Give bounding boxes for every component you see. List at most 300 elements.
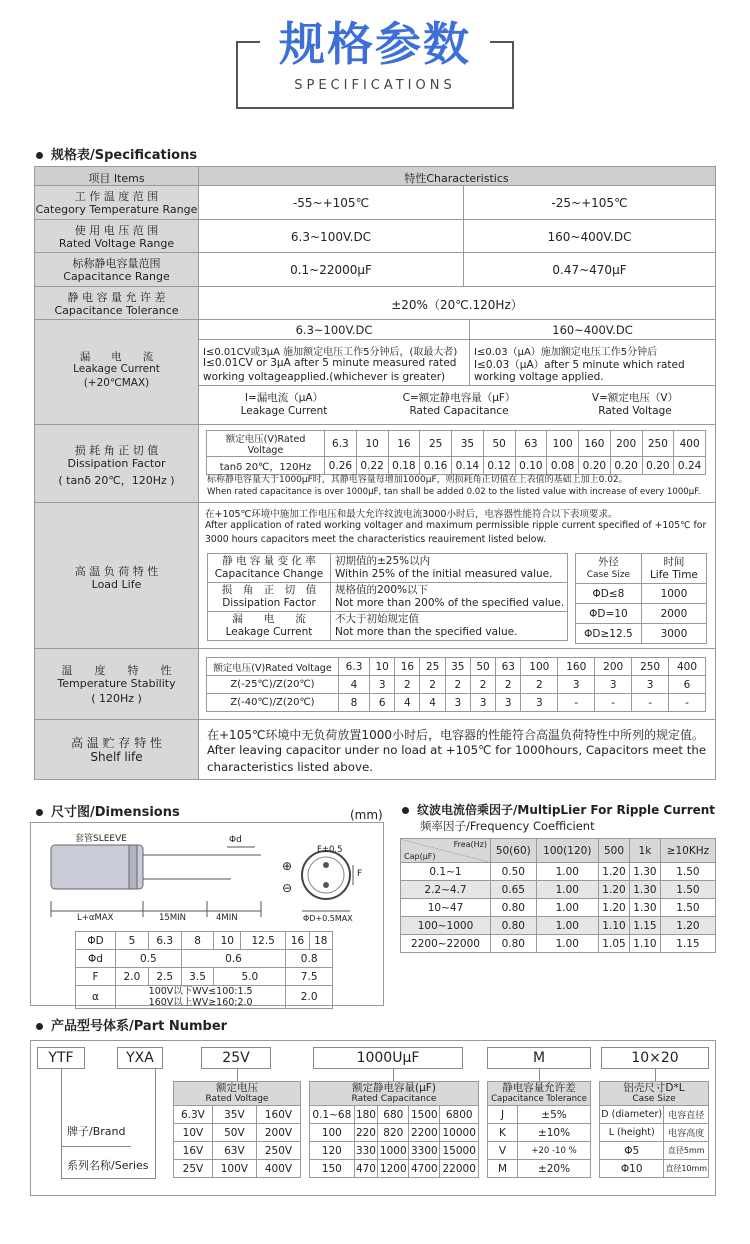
pn-row [310, 1142, 479, 1160]
ripple-corner [401, 839, 491, 863]
df-volt: 6.3 [325, 431, 357, 457]
pn-cell: 15000 [440, 1142, 479, 1160]
ripple-cap-label: Cap(μF) [404, 852, 436, 861]
life-cell: 1000 [641, 584, 706, 604]
dims-cell: 12.5 [241, 932, 286, 950]
connector-line [655, 1069, 656, 1081]
dims-cell: 7.5 [286, 968, 333, 986]
temp-row-40 [207, 694, 706, 712]
load-item-value [331, 583, 568, 612]
df-value: 0.14 [452, 457, 484, 475]
pn-head [600, 1082, 709, 1106]
life-head-cn: 时间 [663, 555, 685, 568]
spec-table [34, 166, 716, 780]
dims-cell: 0.8 [286, 950, 333, 968]
pn-row [174, 1124, 301, 1142]
load-item-en: Within 25% of the initial measured value. [335, 568, 553, 580]
leak-head-1: 6.3~100V.DC [295, 323, 373, 337]
ripple-value: 1.30 [629, 899, 660, 917]
leak-note: C=额定静电容量（μF） [402, 392, 516, 404]
temp-value: 4 [339, 676, 370, 694]
pn-capacitance-table [309, 1081, 479, 1178]
leak-note: I=漏电流（μA） [244, 392, 324, 404]
leak-head-2: 160~400V.DC [552, 323, 633, 337]
row-value-1: 0.1~22000μF [290, 263, 372, 277]
row-label-cn: 高 温 贮 存 特 性 [70, 736, 163, 750]
temp-value: - [669, 694, 706, 712]
ripple-value: 0.80 [491, 917, 537, 935]
pn-row [600, 1160, 709, 1178]
ripple-row [401, 899, 716, 917]
load-text: After application of rated working voltager and maximum permissible ripple current specified of +105℃ for [205, 520, 707, 531]
temp-value: 6 [669, 676, 706, 694]
pn-row [488, 1124, 591, 1142]
temp-volt: 16 [395, 658, 420, 676]
ripple-subtitle: 频率因子/Frequency Coefficient [420, 819, 595, 833]
pn-cell: 电容高度 [664, 1124, 709, 1142]
ripple-value: 1.30 [629, 881, 660, 899]
lead-dia-label: Φd [229, 835, 242, 845]
temp-volt: 200 [595, 658, 632, 676]
df-note-en: When rated capacitance is over 1000μF, tan shall be added 0.02 to the listed value with increase of every 1000μF. [207, 487, 701, 497]
pn-code: 1000UμF [356, 1050, 420, 1066]
pn-cell: 2200 [409, 1124, 440, 1142]
ripple-cap: 0.1~1 [401, 863, 491, 881]
load-text: 在+105℃环境中施加工作电压和最大允许纹波电流3000小时后，电容器性能符合以下表项要求。 [205, 509, 618, 520]
temp-value: 3 [370, 676, 395, 694]
pn-cell: 150 [310, 1160, 355, 1178]
pn-cell: Φ10 [600, 1160, 664, 1178]
load-item-cn: 损 角 正 切 值 [221, 584, 317, 596]
ripple-section-title [402, 801, 715, 818]
pn-cell: 1500 [409, 1106, 440, 1124]
ripple-cap: 2200~22000 [401, 935, 491, 953]
ripple-value: 1.20 [599, 881, 630, 899]
connector-line [61, 1146, 131, 1147]
dims-cell [116, 986, 286, 1009]
pn-cell: 820 [378, 1124, 409, 1142]
df-volt: 63 [515, 431, 547, 457]
ripple-value: 1.15 [629, 917, 660, 935]
connector-line [61, 1178, 156, 1179]
row-label-en: Capacitance Tolerance [54, 304, 179, 317]
pn-head-cn: 额定电压 [216, 1081, 258, 1094]
pn-head-en: Rated Voltage [205, 1093, 269, 1104]
row-value-2: -25~+105℃ [551, 196, 628, 210]
pn-cell: ±20% [518, 1160, 591, 1178]
df-row-label: tanδ 20℃，120Hz [207, 457, 325, 475]
dims-table [75, 931, 333, 1009]
size-row [576, 604, 707, 624]
pn-cell: 680 [378, 1106, 409, 1124]
row-label-cn: 标称静电容量范围 [72, 257, 161, 270]
pn-cell: 400V [256, 1160, 300, 1178]
pn-cell: 6.3V [174, 1106, 213, 1124]
ripple-value: 1.10 [629, 935, 660, 953]
size-cell: ΦD≥12.5 [576, 624, 642, 644]
spec-row-temperature [35, 649, 715, 720]
pn-head-en: Rated Capacitance [351, 1093, 437, 1104]
life-cell: 3000 [641, 624, 706, 644]
leak-note: Rated Capacitance [409, 405, 509, 417]
dims-cell: 16 [286, 932, 309, 950]
ripple-freq: ≥10KHz [660, 839, 715, 863]
pn-cell: M [488, 1160, 518, 1178]
pn-cell: 250V [256, 1142, 300, 1160]
row-value-2: 160~400V.DC [547, 230, 632, 244]
ripple-value: 1.15 [660, 935, 715, 953]
length-label: L+αMAX [77, 913, 114, 923]
spec-row-leakage [35, 320, 715, 425]
df-volt: 100 [547, 431, 579, 457]
leak-text: working voltage applied. [474, 371, 604, 383]
divider [469, 320, 470, 385]
load-item-en: Not more than the specified value. [335, 626, 518, 638]
ripple-value: 1.20 [660, 917, 715, 935]
pn-head-en: Capacitance Tolerance [491, 1093, 587, 1104]
row-label-cn: 温 度 特 性 [61, 664, 172, 677]
pn-cell: 1200 [378, 1160, 409, 1178]
ripple-value: 1.05 [599, 935, 630, 953]
pn-cell: +20 -10 % [518, 1142, 591, 1160]
series-label: 系列名称/Series [67, 1159, 149, 1172]
leak-note: Rated Voltage [598, 405, 672, 417]
row-label-en2: (+20℃MAX) [83, 377, 150, 389]
leak-text: working voltageapplied.(whichever is greater) [203, 371, 446, 383]
load-item-cn: 初期值的±25%以内 [335, 555, 431, 567]
df-value: 0.16 [420, 457, 452, 475]
df-value: 0.24 [674, 457, 706, 475]
life-head [641, 554, 706, 584]
row-label-en: Category Temperature Range [35, 203, 198, 216]
pitch-label: F [357, 869, 363, 879]
pn-cell: 160V [256, 1106, 300, 1124]
dims-unit: (mm) [350, 808, 383, 822]
pn-cell: ±10% [518, 1124, 591, 1142]
dims-cell: 5.0 [214, 968, 286, 986]
pn-cell: 120 [310, 1142, 355, 1160]
row-label-en2: ( 120Hz ) [91, 692, 142, 705]
ripple-cap: 2.2~4.7 [401, 881, 491, 899]
pn-row [174, 1142, 301, 1160]
pn-row [310, 1124, 479, 1142]
df-value: 0.20 [642, 457, 674, 475]
shelf-text: After leaving capacitor under no load at +105℃ for 1000hours, Capacitors meet the [207, 743, 707, 757]
load-item-row [208, 583, 568, 612]
life-head-en: Life Time [649, 568, 698, 581]
load-item-en: Dissipation Factor [222, 597, 316, 609]
shelf-text: characteristics listed above. [207, 760, 373, 774]
spec-row-shelflife [35, 720, 715, 779]
df-head: 额定电压(V)Rated Voltage [207, 431, 325, 457]
min15-label: 15MIN [159, 913, 187, 923]
temp-volt: 25 [420, 658, 445, 676]
connector-line [155, 1069, 156, 1179]
ripple-value: 0.80 [491, 935, 537, 953]
alpha-text: 100V以下WV≤100:1.5 [148, 986, 253, 997]
row-value-2: 0.47~470μF [552, 263, 627, 277]
temp-value: 8 [339, 694, 370, 712]
spec-row-loadlife [35, 503, 715, 649]
page-title: 规格参数 [279, 17, 471, 71]
size-row [576, 584, 707, 604]
df-volt: 250 [642, 431, 674, 457]
load-item-en: Not more than 200% of the specified value. [335, 597, 565, 609]
load-item-row [208, 612, 568, 641]
dims-cell: 0.5 [116, 950, 182, 968]
row-label-en: Capacitance Range [63, 270, 170, 283]
ripple-value: 1.20 [599, 899, 630, 917]
ripple-value: 1.00 [536, 881, 598, 899]
pn-cell: 35V [212, 1106, 256, 1124]
temp-value: - [632, 694, 669, 712]
row-value-1: 6.3~100V.DC [290, 230, 372, 244]
pn-casesize-table [599, 1081, 709, 1178]
size-head-row [576, 554, 707, 584]
bullet-icon [36, 1023, 43, 1030]
row-label-cn: 静 电 容 量 允 许 差 [67, 291, 166, 304]
dims-cell: 5 [116, 932, 149, 950]
divider [199, 339, 715, 340]
temp-volt: 35 [445, 658, 470, 676]
pn-head [488, 1082, 591, 1106]
temp-value: 3 [632, 676, 669, 694]
pn-cell: 10000 [440, 1124, 479, 1142]
page-subtitle: SPECIFICATIONS [294, 78, 456, 93]
temp-value: 6 [370, 694, 395, 712]
ripple-value: 1.50 [660, 863, 715, 881]
ripple-value: 1.00 [536, 863, 598, 881]
ripple-head-row [401, 839, 716, 863]
df-volt: 25 [420, 431, 452, 457]
df-value: 0.20 [579, 457, 611, 475]
temp-value: 4 [420, 694, 445, 712]
temp-value: 4 [395, 694, 420, 712]
pn-cell: Φ5 [600, 1142, 664, 1160]
min4-label: 4MIN [216, 913, 238, 923]
load-item-row [208, 554, 568, 583]
row-label-cn: 漏 电 流 [79, 351, 154, 363]
connector-line [539, 1069, 540, 1081]
dims-cell: 8 [181, 932, 214, 950]
divider [199, 385, 715, 386]
pn-row [600, 1142, 709, 1160]
alpha-text: 160V以上WV≥160:2.0 [148, 997, 253, 1008]
pn-code-box [601, 1047, 709, 1069]
row-label-cn: 高 温 负 荷 特 性 [74, 565, 159, 578]
df-note-cn: 标称静电容量大于1000μF时，其静电容量每增加1000μF，则损耗角正切值在上表值的基础上加上0.02。 [207, 475, 628, 485]
load-text: 3000 hours capacitors meet the characteristics reauirement listed below. [205, 534, 547, 545]
temp-value: 3 [445, 694, 470, 712]
bullet-icon [36, 152, 43, 159]
temp-value: 3 [496, 694, 521, 712]
ripple-freq: 100(120) [536, 839, 598, 863]
pn-cell: K [488, 1124, 518, 1142]
leak-note: V=额定电压（V） [591, 392, 679, 404]
ripple-freq: 50(60) [491, 839, 537, 863]
dims-row-label: α [76, 986, 116, 1009]
temp-value: 2 [420, 676, 445, 694]
pn-code: YTF [48, 1050, 74, 1066]
pin-icon [323, 882, 329, 888]
dims-cell: 0.6 [181, 950, 286, 968]
pn-row [488, 1106, 591, 1124]
dims-section-title [36, 801, 180, 820]
spec-col-chars: 特性Characteristics [404, 172, 509, 185]
pn-cell: 470 [354, 1160, 378, 1178]
load-items-table [207, 553, 568, 641]
pn-cell: 100 [310, 1124, 355, 1142]
pn-cell: 100V [212, 1160, 256, 1178]
ripple-title-text: 纹波电流倍乘因子/MultipLier For Ripple Current [417, 803, 716, 817]
df-value: 0.18 [388, 457, 420, 475]
ripple-table [400, 838, 716, 953]
spec-title-text: 规格表/Specifications [51, 148, 198, 163]
dims-row-d [76, 950, 333, 968]
header-line-right [490, 41, 514, 43]
pn-code: 25V [222, 1050, 250, 1066]
pn-code-box [313, 1047, 463, 1069]
pn-head-cn: 静电容量允许差 [502, 1081, 576, 1094]
temp-row-25 [207, 676, 706, 694]
df-volt: 50 [483, 431, 515, 457]
pn-tolerance-table [487, 1081, 591, 1178]
bullet-icon [402, 807, 409, 814]
pn-head [174, 1082, 301, 1106]
temp-volt: 100 [521, 658, 558, 676]
row-value-1: -55~+105℃ [292, 196, 370, 210]
pn-voltage-table [173, 1081, 301, 1178]
load-item-en: Capacitance Change [214, 568, 324, 580]
temp-value: 3 [521, 694, 558, 712]
pn-row [174, 1106, 301, 1124]
load-item-cn: 静 电 容 量 变 化 率 [222, 555, 316, 567]
row-label-en: Rated Voltage Range [58, 237, 175, 250]
size-row [576, 624, 707, 644]
ripple-row [401, 917, 716, 935]
sleeve-label: 套管SLEEVE [75, 834, 127, 844]
pn-head-cn: 额定静电容量(μF) [352, 1081, 436, 1094]
pn-cell: 3300 [409, 1142, 440, 1160]
df-volt: 400 [674, 431, 706, 457]
pn-cell: 16V [174, 1142, 213, 1160]
row-label-en: Load Life [91, 578, 142, 591]
pn-cell: 10V [174, 1124, 213, 1142]
row-label-en: Shelf life [90, 750, 143, 764]
pn-code-box [37, 1047, 85, 1069]
pn-cell: 直径10mm [664, 1160, 709, 1178]
ripple-value: 1.00 [536, 935, 598, 953]
dims-row-label: ΦD [76, 932, 116, 950]
dims-cell: 3.5 [181, 968, 214, 986]
row-label-en2: ( tanδ 20℃，120Hz ) [58, 474, 175, 487]
temp-row-label: Z(-25℃)/Z(20℃) [207, 676, 339, 694]
pn-cell: 电容直径 [664, 1106, 709, 1124]
ripple-row [401, 863, 716, 881]
dims-cell: 10 [214, 932, 241, 950]
temp-value: 2 [470, 676, 495, 694]
df-table [206, 430, 706, 475]
pn-code-box [117, 1047, 163, 1069]
pn-code: YXA [126, 1050, 154, 1066]
sleeve-band [129, 845, 137, 889]
load-item-value [331, 612, 568, 641]
df-volt: 160 [579, 431, 611, 457]
pn-row [174, 1160, 301, 1178]
df-volts-row [207, 431, 706, 457]
leak-text: I≤0.03（μA）after 5 minute which rated [474, 359, 685, 371]
temp-value: 2 [521, 676, 558, 694]
pn-head-row [174, 1082, 301, 1106]
connector-line [237, 1069, 238, 1081]
leak-text: I≤0.01CV或3μA 施加额定电压工作5分钟后，(取最大者) [203, 347, 458, 358]
dims-title-text: 尺寸图/Dimensions [51, 805, 180, 820]
pin-icon [323, 862, 329, 868]
brand-label: 牌子/Brand [67, 1125, 126, 1138]
load-item-en: Leakage Current [225, 626, 313, 638]
connector-line [393, 1069, 394, 1081]
ripple-value: 0.50 [491, 863, 537, 881]
load-item-label [208, 583, 331, 612]
temp-volt: 400 [669, 658, 706, 676]
pn-cell: 180 [354, 1106, 378, 1124]
ripple-cap: 100~1000 [401, 917, 491, 935]
pn-row [310, 1160, 479, 1178]
temp-volt: 160 [558, 658, 595, 676]
ripple-value: 1.50 [660, 881, 715, 899]
pn-cell: L (height) [600, 1124, 664, 1142]
pn-cell: ±5% [518, 1106, 591, 1124]
pn-code: 10×20 [631, 1050, 679, 1066]
ripple-value: 0.80 [491, 899, 537, 917]
row-label-en: Leakage Current [73, 363, 160, 375]
df-value: 0.08 [547, 457, 579, 475]
ripple-freq-label: Frea(Hz) [453, 840, 487, 849]
size-cell: ΦD≤8 [576, 584, 642, 604]
df-volt: 10 [356, 431, 388, 457]
pn-cell: 22000 [440, 1160, 479, 1178]
ripple-freq: 500 [599, 839, 630, 863]
pn-row [310, 1106, 479, 1124]
pn-cell: 6800 [440, 1106, 479, 1124]
ripple-value: 1.50 [660, 899, 715, 917]
plus-icon: ⊕ [282, 859, 293, 873]
size-cell: ΦD=10 [576, 604, 642, 624]
pn-head [310, 1082, 479, 1106]
pn-cell: 330 [354, 1142, 378, 1160]
load-item-label [208, 554, 331, 583]
df-volt: 16 [388, 431, 420, 457]
df-value: 0.12 [483, 457, 515, 475]
spec-row-tolerance [35, 287, 715, 320]
pn-cell: 1000 [378, 1142, 409, 1160]
df-value: 0.26 [325, 457, 357, 475]
row-label-cn: 工 作 温 度 范 围 [74, 190, 159, 203]
size-head-cn: 外径 [597, 555, 619, 568]
minus-icon: ⊖ [282, 881, 293, 895]
load-item-cn: 规格值的200%以下 [335, 584, 429, 596]
leak-text: I≤0.03（μA）施加额定电压工作5分钟后 [474, 347, 658, 358]
pn-cell: J [488, 1106, 518, 1124]
temp-value: 3 [595, 676, 632, 694]
spec-row [35, 186, 715, 220]
pn-head-en: Case Size [632, 1093, 676, 1104]
header-line-left [236, 41, 260, 43]
pn-cell: V [488, 1142, 518, 1160]
ripple-value: 1.30 [629, 863, 660, 881]
pn-cell: 50V [212, 1124, 256, 1142]
dims-cell: 6.3 [148, 932, 181, 950]
